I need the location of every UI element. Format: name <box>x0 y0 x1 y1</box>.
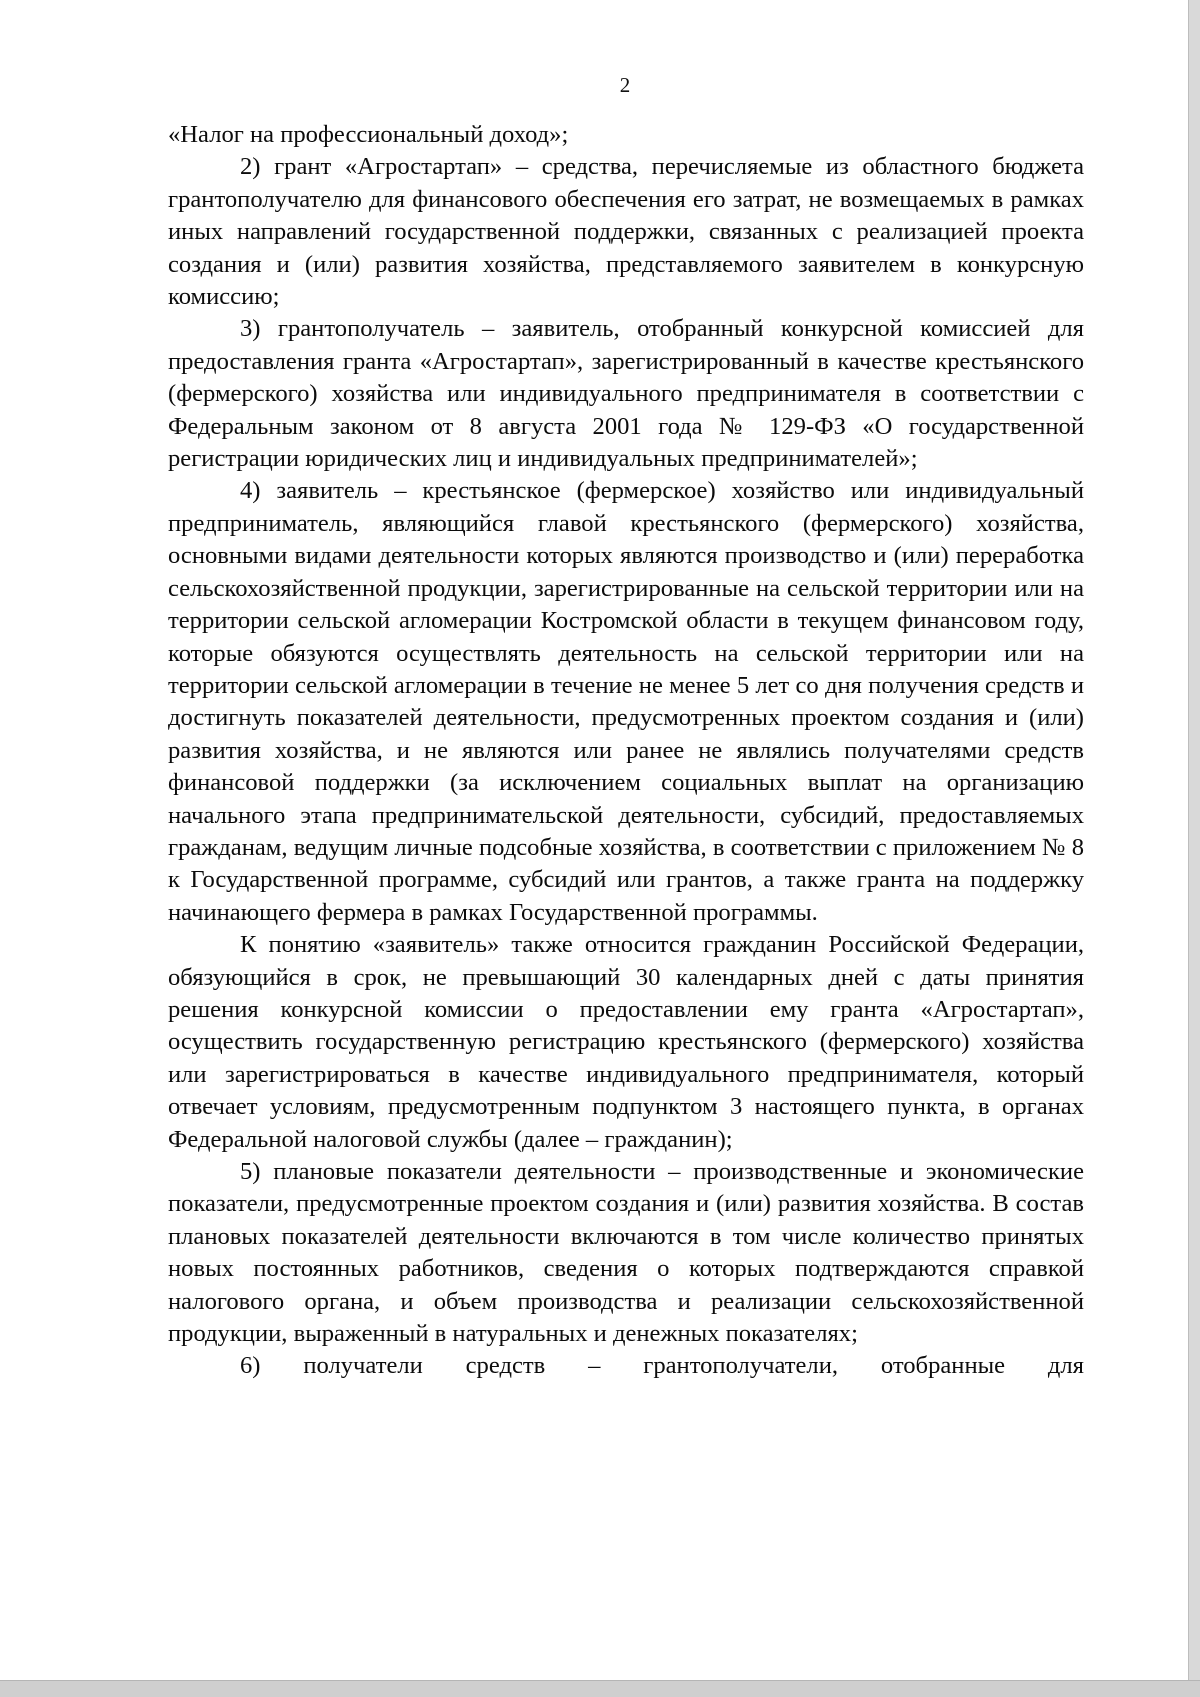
paragraph-item-2-grant: 2) грант «Агростартап» – средства, перечисляемые из областного бюджета грантополучателю для финансового обеспечения его затрат, не возмещаемых в рамках иных направлений государственной поддержки, связанных с реализацией проекта создания и (или) развития хозяйства, представляемого заявителем в конкурсную комиссию; <box>168 153 1084 311</box>
paragraph-item-3-grantee: 3) грантополучатель – заявитель, отобранный конкурсной комиссией для предоставления гранта «Агростартап», зарегистрированный в качестве крестьянского (фермерского) хозяйства или индивидуального предпринимателя в соответствии с Федеральным законом от 8 августа 2001 года № 129-ФЗ «О государственной регистрации юридических лиц и индивидуальных предпринимателей»; <box>168 315 1084 473</box>
page-number: 2 <box>619 73 631 97</box>
paragraph-item-6-recipients: 6) получатели средств – грантополучатели, отобранные для <box>240 1352 1084 1380</box>
paragraph-item-5-indicators: 5) плановые показатели деятельности – производственные и экономические показатели, предусмотренные проектом создания и (или) развития хозяйства. В состав плановых показателей деятельности включаются в том числе количество принятых новых постоянных работников, сведения о которых подтверждаются справкой налогового органа, и объем производства и реализации сельскохозяйственной продукции, выраженный в натуральных и денежных показателях; <box>168 1158 1084 1348</box>
paragraph-applicant-citizen: К понятию «заявитель» также относится гражданин Российской Федерации, обязующийся в срок, не превышающий 30 календарных дней с даты принятия решения конкурсной комиссии о предоставлении ему гранта «Агростартап», осуществить государственную регистрацию крестьянского (фермерского) хозяйства или зарегистрироваться в качестве индивидуального предпринимателя, который отвечает условиям, предусмотренным подпунктом 3 настоящего пункта, в органах Федеральной налоговой службы (далее – гражданин); <box>168 931 1084 1153</box>
paragraph-item-4-applicant: 4) заявитель – крестьянское (фермерское) хозяйство или индивидуальный предприниматель, являющийся главой крестьянского (фермерского) хозяйства, основными видами деятельности которых являются производство и (или) переработка сельскохозяйственной продукции, зарегистрированные на сельской территории или на территории сельской агломерации Костромской области в текущем финансовом году, которые обязуются осуществлять деятельность на сельской территории или на территории сельской агломерации в течение не менее 5 лет со дня получения средств и достигнуть показателей деятельности, предусмотренных проектом создания и (или) развития хозяйства, и не являются или ранее не являлись получателями средств финансовой поддержки (за исключением социальных выплат на организацию начального этапа предпринимательской деятельности, субсидий, предоставляемых гражданам, ведущим личные подсобные хозяйства, в соответствии с приложением № 8 к Государственной программе, субсидий или грантов, а также гранта на поддержку начинающего фермера в рамках Государственной программы. <box>168 477 1084 926</box>
document-body <box>168 119 1084 1383</box>
paragraph-continuation: «Налог на профессиональный доход»; <box>168 121 569 148</box>
scan-bottom-edge <box>0 1680 1200 1697</box>
scan-right-edge <box>1188 0 1200 1697</box>
